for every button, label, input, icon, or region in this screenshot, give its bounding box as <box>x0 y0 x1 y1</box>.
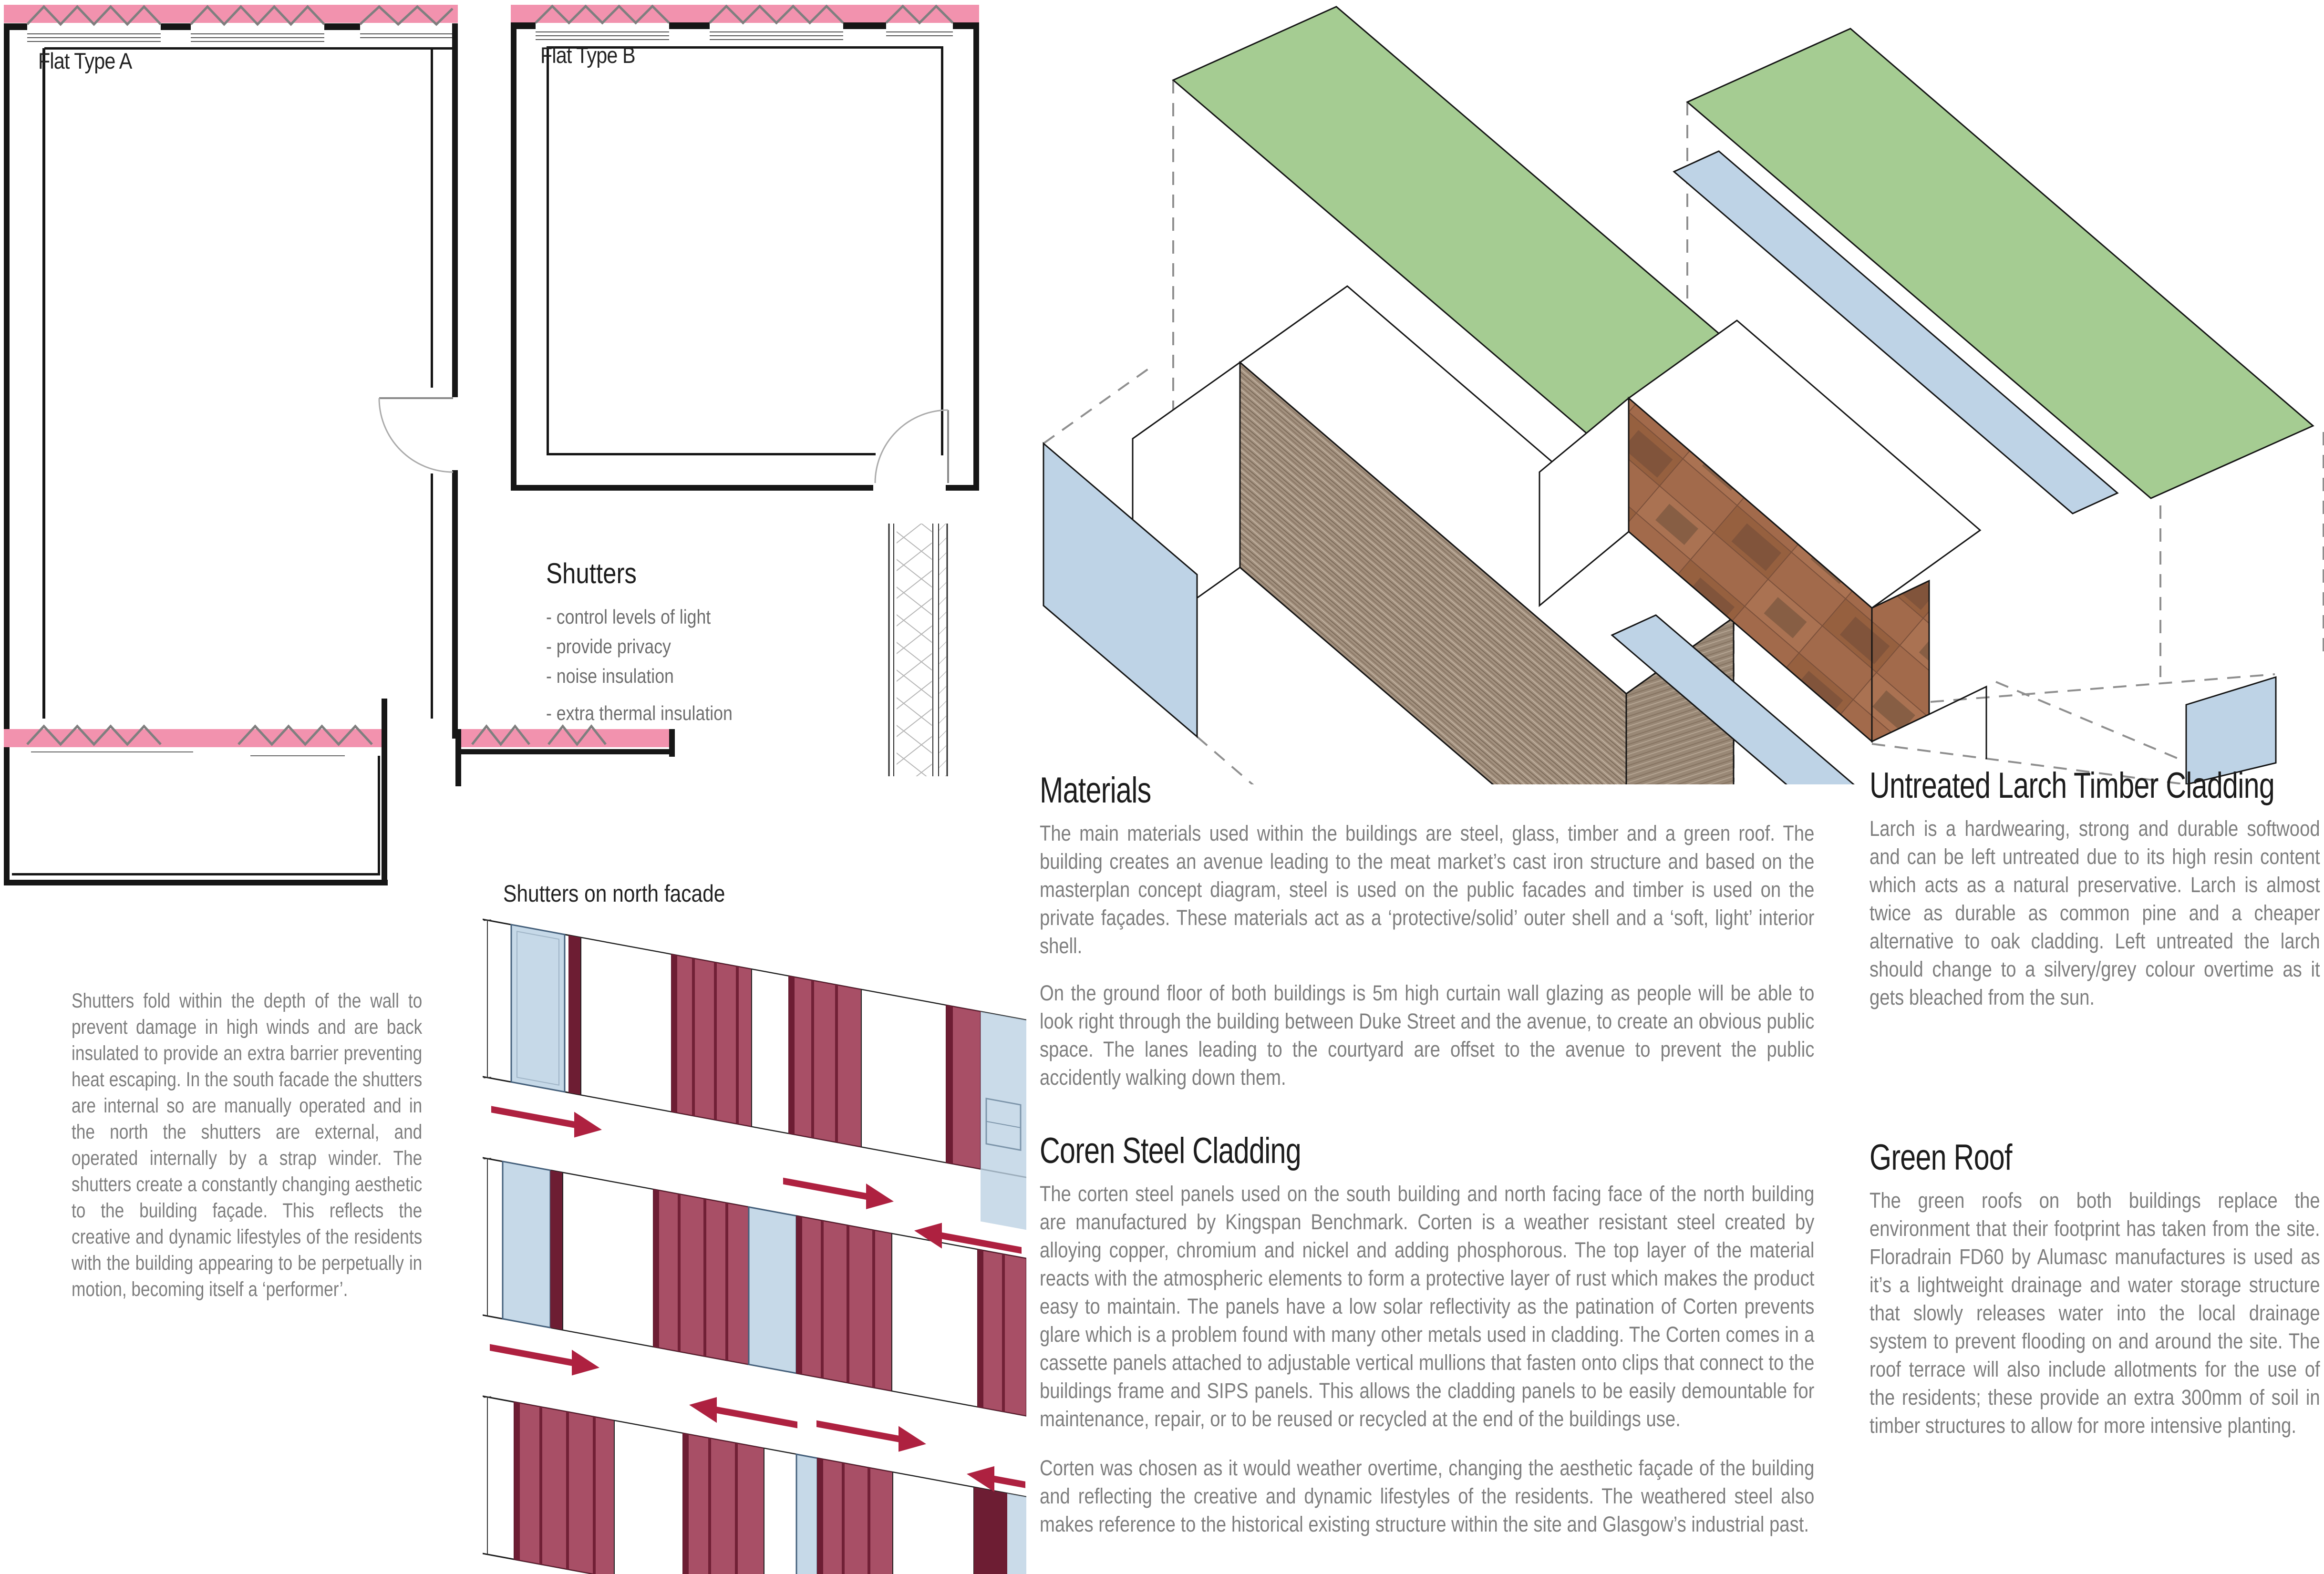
shutter-group <box>817 1458 893 1574</box>
corten-paragraph-2: Corten was chosen as it would weather overtime, changing the aesthetic façade of the building and reflecting the creative and dynamic lifestyles of the residents. The weathered steel also makes reference to the historical existing structure within the site and Glasgow’s industrial past. <box>1040 1456 1815 1536</box>
flat-b-label: Flat Type B <box>540 42 635 68</box>
window-glass <box>511 925 565 1092</box>
facade-diagram-title-wrap <box>503 880 764 907</box>
larch-title: Untreated Larch Timber Cladding <box>1870 765 2275 806</box>
corten-title: Coren Steel Cladding <box>1040 1131 1301 1171</box>
insulation-hatch <box>897 524 932 776</box>
shutter-group <box>789 976 861 1147</box>
shutters-bullet: - provide privacy <box>546 635 671 658</box>
corten-section <box>1040 1129 1815 1538</box>
larch-paragraph: Larch is a hardwearing, strong and durable softwood and can be left untreated due to its high resin content which acts as a natural preservative. Larch is almost twice as durable as common pine and a cheaper alternative to oak cladding. Left untreated the larch should change to a silvery/grey colour overtime as it gets bleached from the sun. <box>1870 816 2320 1009</box>
window-glass <box>749 1207 796 1373</box>
dimension-lines <box>484 918 491 1555</box>
corten-paragraph-1: The corten steel panels used on the south building and north facing face of the north building are manufactured by Kingspan Benchmark. Corten is a weather resistant steel created by alloying copper, chromium and nickel and adding phosphorous. The top layer of the material reacts with the atmospheric elements to form a protective layer of rust which makes the product easy to maintain. The panels have a low solar reflectivity as the patination of Corten prevents glare which is a problem found with many other metals used in cladding. The Corten comes in a cassette panels attached to adjustable vertical mullions that fasten onto clips that connect to the buildings frame and SIPS panels. This allows the cladding panels to be easily demountable for maintenance, repair, or to be reused or recycled at the end of the buildings use. <box>1040 1182 1815 1431</box>
shutter-slat <box>550 1170 563 1330</box>
shutter-group <box>946 1005 981 1169</box>
materials-paragraph-2: On the ground floor of both buildings is 5m high curtain wall glazing as people will be able to look right through the building between Duke Street and the avenue, to create an obvious public space. The lanes leading to the courtyard are offset to the avenue to prevent the public accidently walking down them. <box>1040 981 1815 1090</box>
shutter-slat <box>974 1487 1007 1574</box>
shutters-title: Shutters <box>546 557 637 589</box>
shutters-panel <box>546 557 880 728</box>
flat-b-top-shutter-band <box>511 5 979 40</box>
north-building <box>1539 29 2313 784</box>
flat-a-walls <box>4 23 458 885</box>
flat-a-top-shutter-band <box>4 5 458 41</box>
flat-b-door <box>873 292 973 488</box>
materials-title: Materials <box>1040 770 1151 811</box>
flat-a-lower-extension <box>4 751 388 885</box>
facade-diagram-title: Shutters on north facade <box>503 880 725 907</box>
materials-paragraph-1: The main materials used within the buildings are steel, glass, timber and a green roof. The building creates an avenue leading to the meat market’s cast iron structure and based on the masterplan concept diagram, steel is used on the public facades and timber is used on the private façades. These materials act as a ‘protective/solid’ outer shell and a ‘soft, light’ interior shell. <box>1040 821 1815 958</box>
materials-axonometric-diagram <box>1040 0 2324 784</box>
facade-floor-3 <box>514 1402 1026 1574</box>
shutters-description-text: Shutters fold within the depth of the wall to prevent damage in high winds and are back insulated to provide an extra barrier preventing heat escaping. In the south facade the shutters are internal so are manually operated and in the north the shutters are external, and operated internally by a strap winder. The shutters create a constantly changing aesthetic to the building façade. This reflects the creative and dynamic lifestyles of the residents with the building appearing to be perpetually in motion, becoming itself a ‘performer’. <box>72 989 423 1301</box>
shutter-slat <box>568 935 581 1095</box>
flat-type-b-plan <box>509 2 981 498</box>
shutter-group <box>683 1433 764 1574</box>
flat-a-label: Flat Type A <box>38 48 132 73</box>
shutter-group <box>514 1402 614 1574</box>
shutters-description <box>72 988 422 1303</box>
flat-b-walls <box>511 22 979 491</box>
larch-section <box>1870 764 2320 1011</box>
green-roof-title: Green Roof <box>1870 1137 2012 1178</box>
north-facade-shutters-diagram <box>483 910 1026 1574</box>
wall-section-detail <box>886 524 958 776</box>
shutter-group <box>796 1216 892 1391</box>
shutter-group <box>978 1249 1026 1416</box>
shutter-group <box>653 1189 749 1364</box>
facade-floor-2 <box>503 1162 1026 1416</box>
shutters-bullet: - noise insulation <box>546 665 674 687</box>
interior-overlay <box>981 1011 1026 1230</box>
window-glass <box>503 1162 550 1328</box>
interior-overlay <box>1007 1493 1026 1574</box>
diagonal-hatch <box>939 524 946 776</box>
flat-a-door <box>379 398 453 472</box>
shutters-bullet: - control levels of light <box>546 606 711 628</box>
window-glass <box>796 1454 817 1574</box>
materials-section <box>1040 769 1815 1091</box>
shutter-group <box>671 954 752 1126</box>
shutters-bullet: - extra thermal insulation <box>546 702 733 724</box>
corten-end-wall <box>1872 581 1929 741</box>
green-roof-paragraph: The green roofs on both buildings replace the environment that their footprint has taken from the site. Floradrain FD60 by Alumasc manufactures is used as it’s a lightweight drainage and water storage structure that slowly releases water into the local drainage system to prevent flooding on and around the site. The roof terrace will also include allotments for the use of the residents; these provide an extra 300mm of soil in timber structures to allow for more intensive planting. <box>1870 1188 2320 1438</box>
green-roof-section <box>1870 1136 2320 1440</box>
